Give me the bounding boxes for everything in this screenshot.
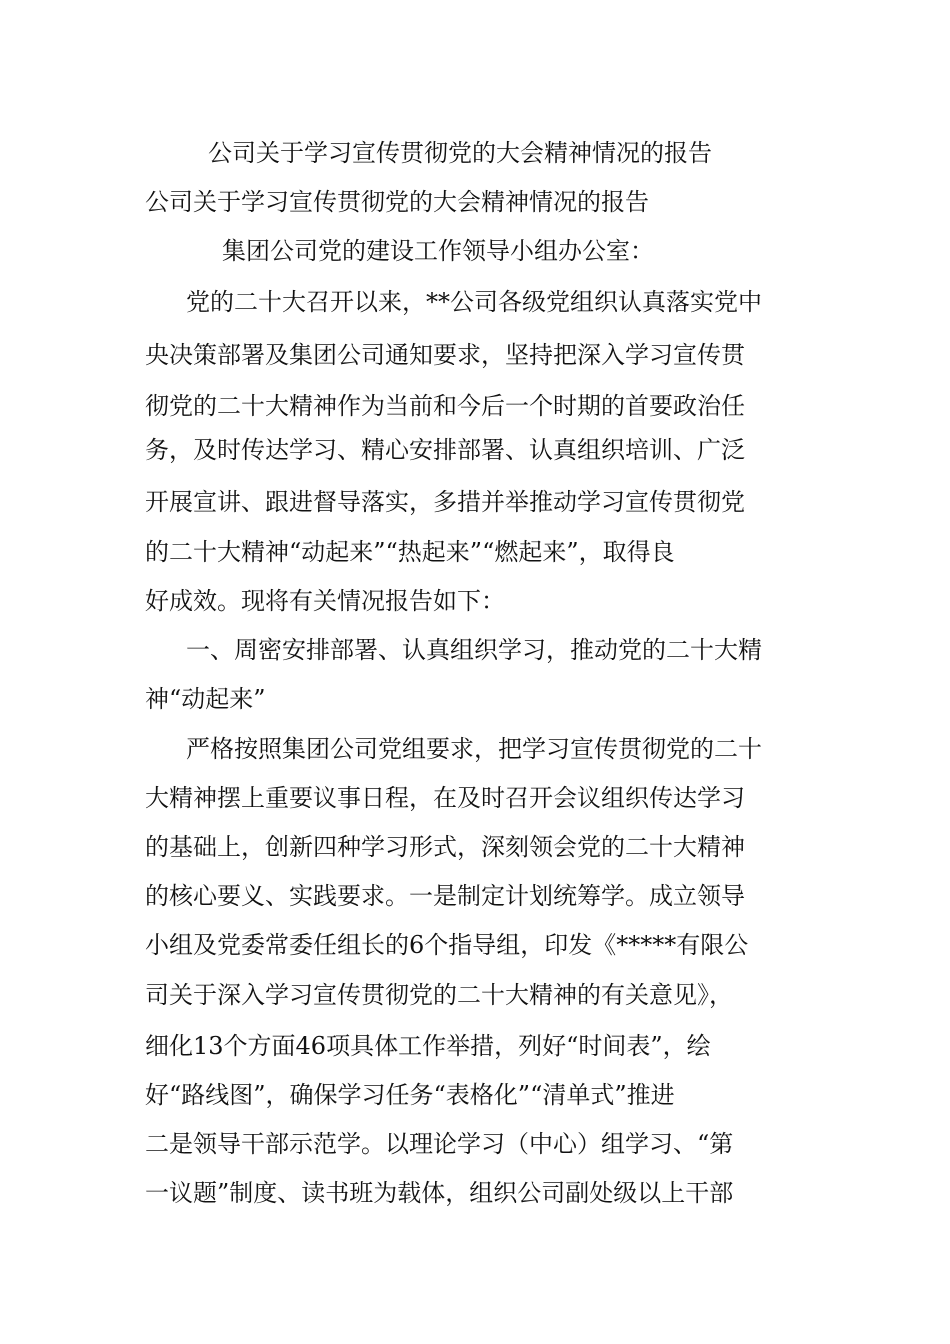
paragraph-line: 小组及党委常委任组长的6个指导组，印发《*****有限公 <box>145 931 749 959</box>
paragraph-line: 彻党的二十大精神作为当前和今后一个时期的首要政治任 <box>145 392 745 420</box>
section-heading-line: 神“动起来” <box>145 685 266 713</box>
paragraph-line: 开展宣讲、跟进督导落实，多措并举推动学习宣传贯彻党 <box>145 488 745 516</box>
paragraph-line: 二是领导干部示范学。以理论学习（中心）组学习、“第 <box>145 1130 734 1158</box>
paragraph-line: 严格按照集团公司党组要求，把学习宣传贯彻党的二十 <box>186 735 762 763</box>
document-title: 公司关于学习宣传贯彻党的大会精神情况的报告 <box>208 139 712 167</box>
paragraph-line: 务，及时传达学习、精心安排部署、认真组织培训、广泛 <box>145 436 745 464</box>
paragraph-line: 的核心要义、实践要求。一是制定计划统筹学。成立领导 <box>145 882 745 910</box>
section-heading-line: 一、周密安排部署、认真组织学习，推动党的二十大精 <box>186 636 762 664</box>
paragraph-line: 好“路线图”，确保学习任务“表格化”“清单式”推进 <box>145 1081 675 1109</box>
paragraph-line: 大精神摆上重要议事日程，在及时召开会议组织传达学习 <box>145 784 745 812</box>
paragraph-line: 一议题”制度、读书班为载体，组织公司副处级以上干部 <box>145 1179 734 1207</box>
paragraph-line: 的二十大精神“动起来”“热起来”“燃起来”，取得良 <box>145 538 675 566</box>
addressee-line: 集团公司党的建设工作领导小组办公室： <box>222 237 654 265</box>
paragraph-line: 党的二十大召开以来，**公司各级党组织认真落实党中 <box>186 288 762 316</box>
paragraph-line: 细化13个方面46项具体工作举措，列好“时间表”，绘 <box>145 1032 711 1060</box>
paragraph-line: 司关于深入学习宣传贯彻党的二十大精神的有关意见》， <box>145 981 733 1009</box>
paragraph-line: 的基础上，创新四种学习形式，深刻领会党的二十大精神 <box>145 833 745 861</box>
paragraph-line: 好成效。现将有关情况报告如下： <box>145 587 505 615</box>
document-subtitle: 公司关于学习宣传贯彻党的大会精神情况的报告 <box>145 188 649 216</box>
paragraph-line: 央决策部署及集团公司通知要求，坚持把深入学习宣传贯 <box>145 341 745 369</box>
